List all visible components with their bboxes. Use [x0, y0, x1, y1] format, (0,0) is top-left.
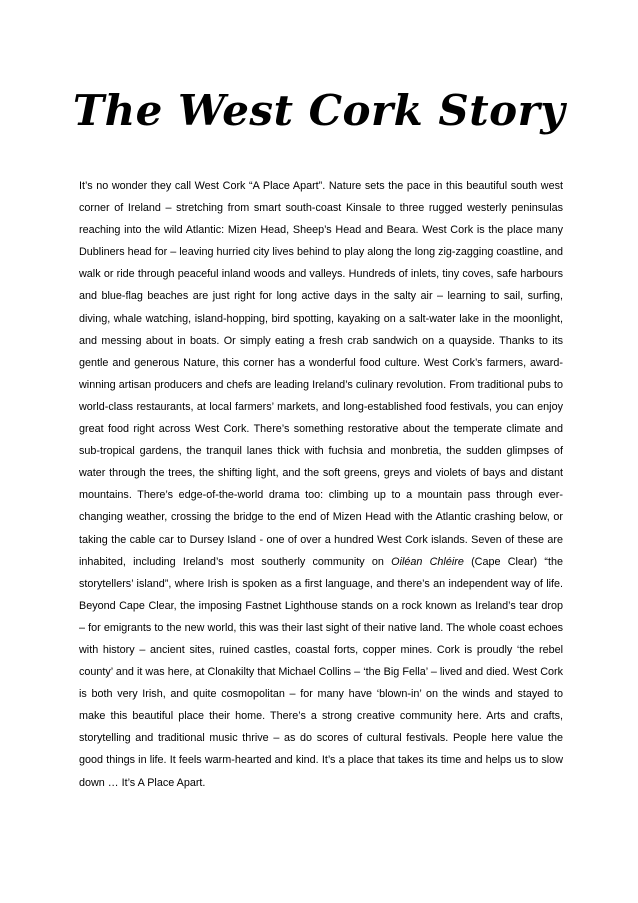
- body-text-italic-place: Oiléan Chléire: [391, 555, 464, 568]
- page-title: The West Cork Story: [72, 86, 566, 135]
- body-text-part-1: It’s no wonder they call West Cork “A Place Apart”. Nature sets the pace in this beautiful south west corner of Ireland – stretching from smart south-coast Kinsale to three rugged westerly peninsulas reaching into the wild Atlantic: Mizen Head, Sheep’s Head and Beara. West Cork is the place many Dubliners head for – leaving hurried city lives behind to play along the long zig-zagging coastline, and walk or ride through peaceful inland woods and valleys. Hundreds of inlets, tiny coves, safe harbours and blue-flag beaches are just right for long active days in the salty air – learning to sail, surfing, diving, whale watching, island-hopping, bird spotting, kayaking on a salt-water lake in the moonlight, and messing about in boats. Or simply eating a fresh crab sandwich on a quayside. Thanks to its gentle and generous Nature, this corner has a wonderful food culture. West Cork’s farmers, award-winning artisan producers and chefs are leading Ireland’s culinary revolution. From traditional pubs to world-class restaurants, at local farmers’ markets, and long-established food festivals, you can enjoy great food right across West Cork. There’s something restorative about the temperate climate and sub-tropical gardens, the tranquil lanes thick with fuchsia and monbretia, the sudden glimpses of water through the trees, the shifting light, and the soft greens, greys and violets of bays and distant mountains. There’s edge-of-the-world drama too: climbing up to a mountain pass through ever-changing weather, crossing the bridge to the end of Mizen Head with the Atlantic crashing below, or taking the cable car to Dursey Island - one of over a hundred West Cork islands. Seven of these are inhabited, including Ireland’s most southerly community on: [79, 180, 563, 568]
- body-text-part-2: (Cape Clear) “the storytellers’ island”, where Irish is spoken as a first language, and there’s an independent way of life. Beyond Cape Clear, the imposing Fastnet Lighthouse stands on a rock known as Ireland’s tear drop – for emigrants to the new world, this was their last sight of their native land. The whole coast echoes with history – ancient sites, ruined castles, coastal forts, copper mines. Cork is proudly ‘the rebel county’ and it was here, at Clonakilty that Michael Collins – ‘the Big Fella’ – lived and died. West Cork is both very Irish, and quite cosmopolitan – for many have ‘blown-in’ on the winds and stayed to make this beautiful place their home. There’s a strong creative community here. Arts and crafts, storytelling and traditional music thrive – as do scores of cultural festivals. People here value the good things in life. It feels warm-hearted and kind. It’s a place that takes its time and helps us to slow down … It’s A Place Apart.: [79, 555, 563, 789]
- body-paragraph: [79, 175, 563, 794]
